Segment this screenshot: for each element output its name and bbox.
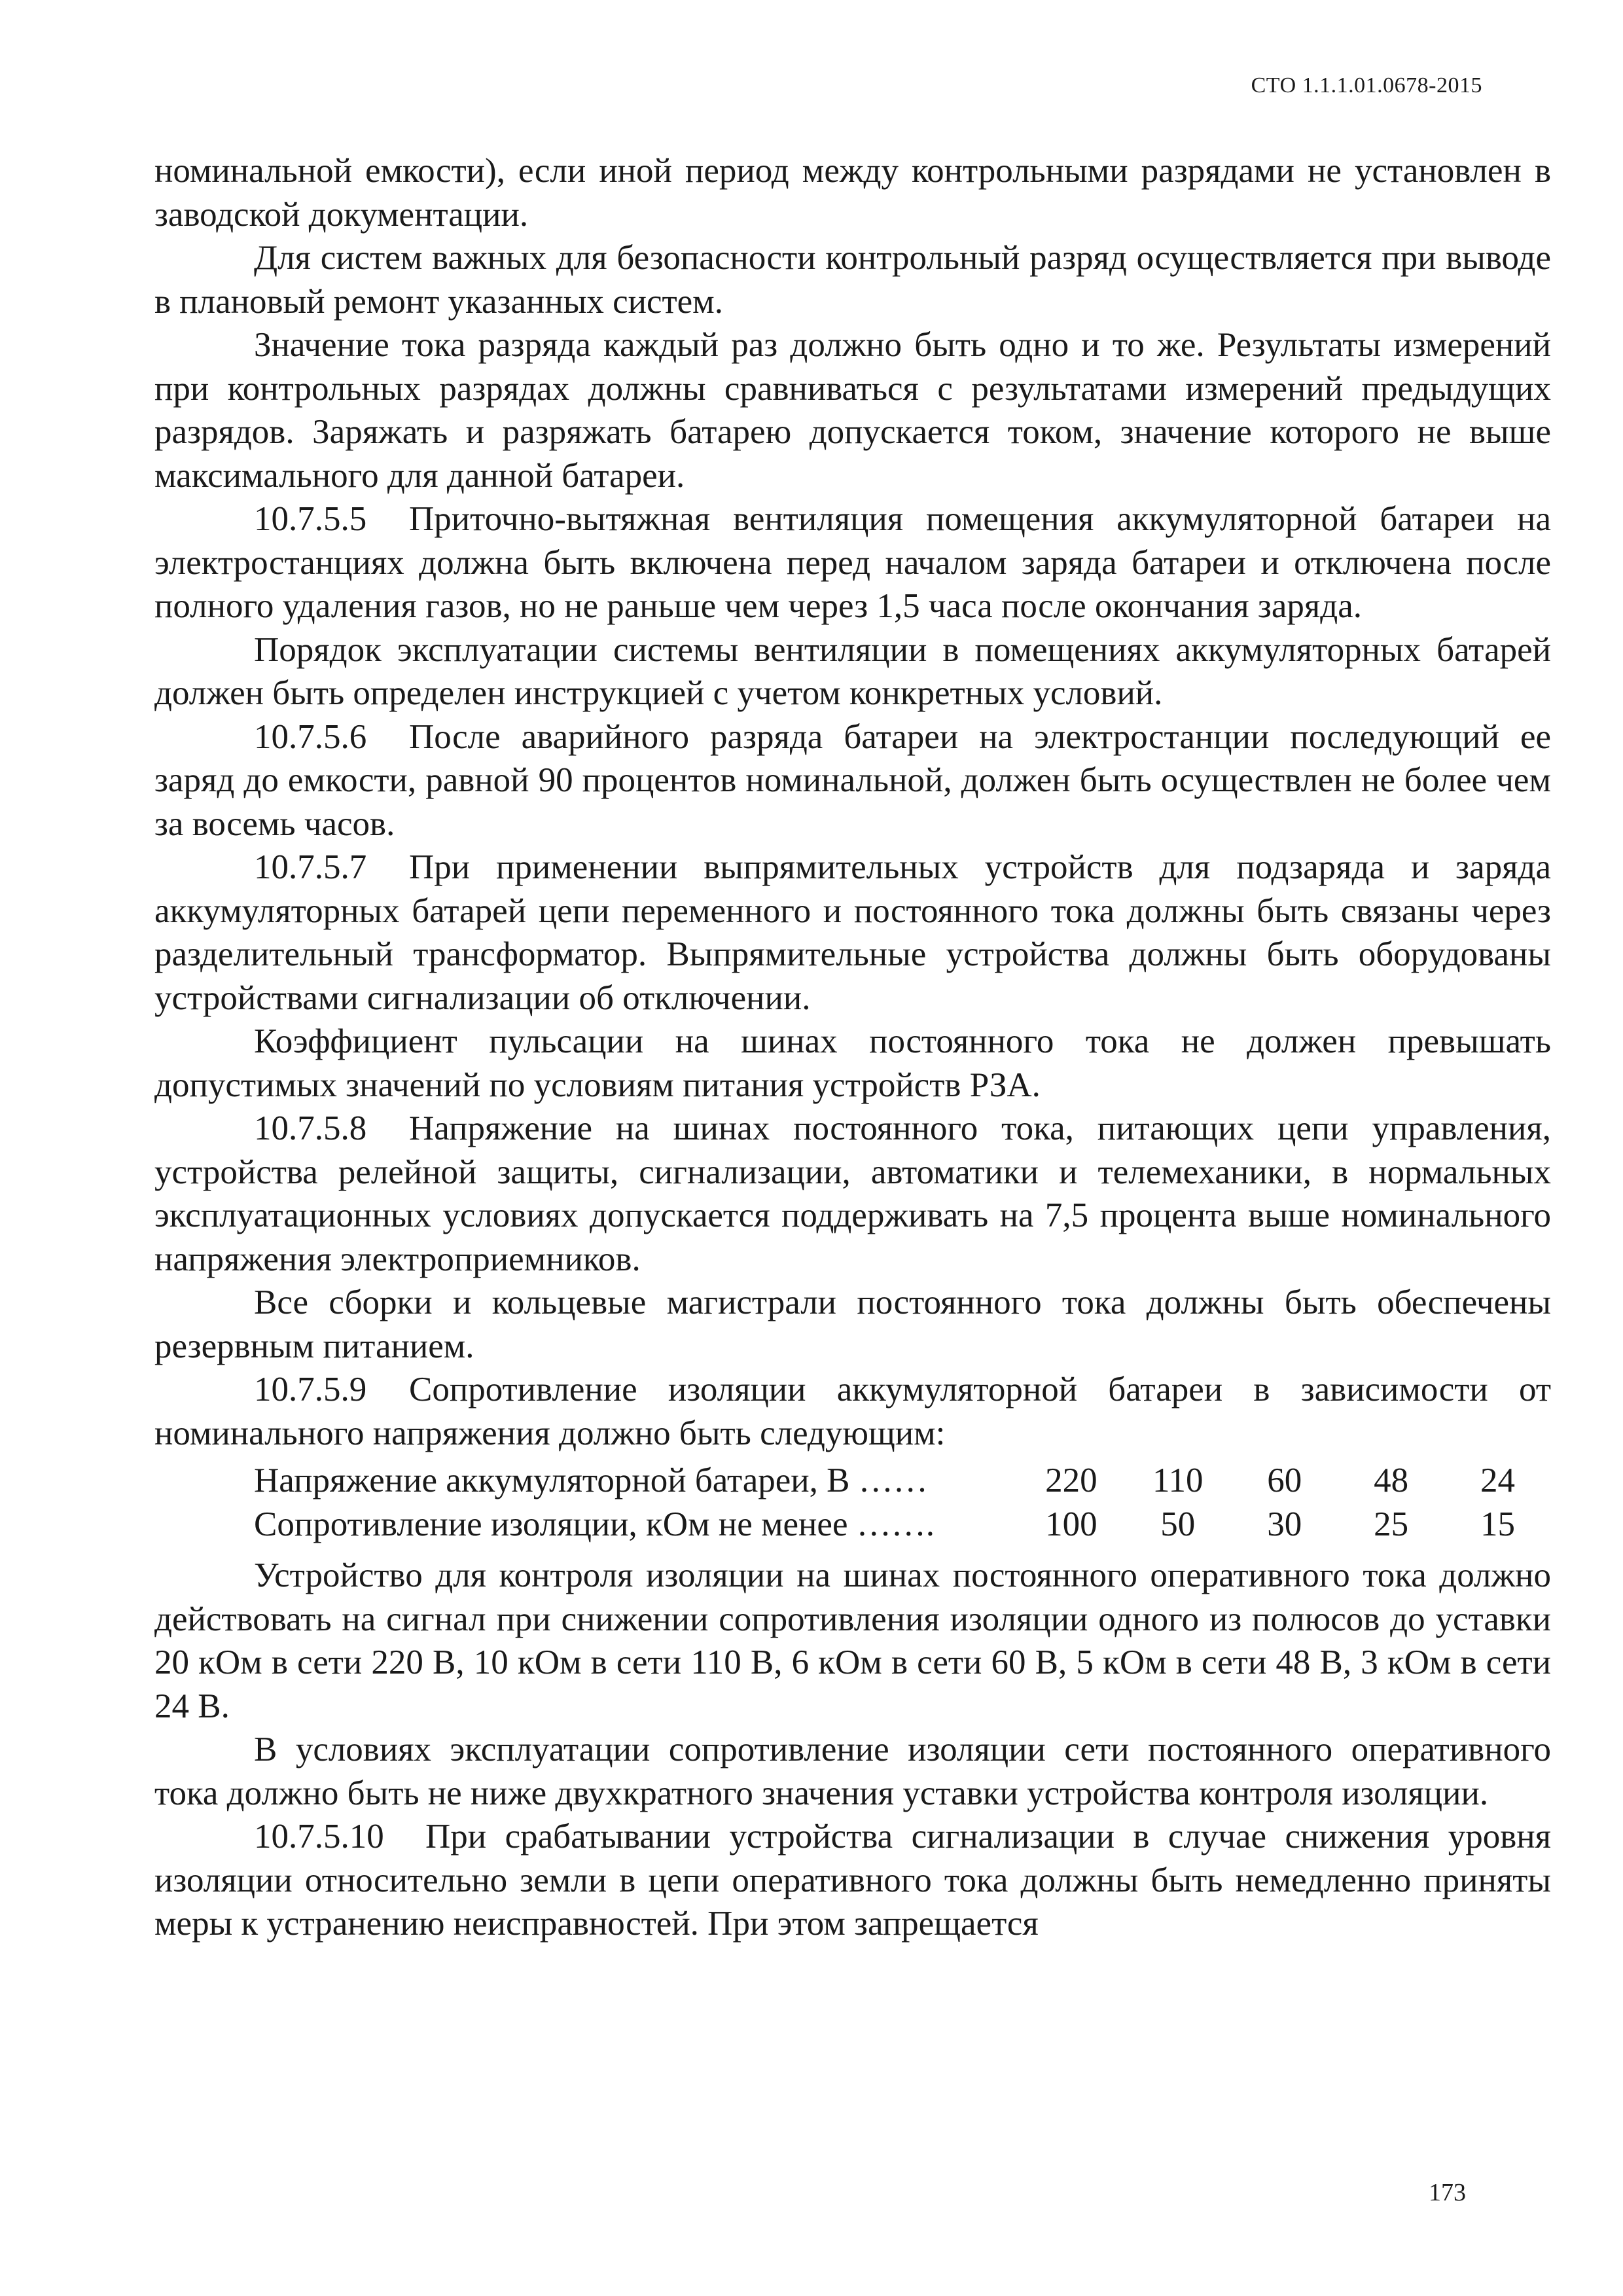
row-label: Напряжение аккумуляторной батареи, В …… <box>254 1462 928 1499</box>
paragraph-text: номинальной емкости), если иной период между контрольными разрядами не установлен в заводской документации. <box>154 152 1551 234</box>
row-label: Сопротивление изоляции, кОм не менее ……. <box>254 1505 935 1543</box>
clause-number: 10.7.5.8 <box>254 1109 367 1147</box>
paragraph <box>154 497 1551 628</box>
paragraph <box>154 1728 1551 1815</box>
page-number: 173 <box>1429 2179 1466 2206</box>
paragraph <box>154 846 1551 1020</box>
paragraph <box>154 149 1551 236</box>
table-cell: 15 <box>1480 1505 1516 1543</box>
paragraph-text: Для систем важных для безопасности контрольный разряд осуществляется при выводе в плановый ремонт указанных систем. <box>154 239 1551 321</box>
table-cell: 110 <box>1152 1462 1204 1499</box>
paragraph <box>154 1554 1551 1728</box>
paragraph-text: Устройство для контроля изоляции на шинах постоянного оперативного тока должно действовать на сигнал при снижении сопротивления изоляции одного из полюсов до уставки 20 кОм в сети 220 В, 10 кОм в сети 110 В, 6 кОм в сети 60 В, 5 кОм в сети 48 В, 3 кОм в сети 24 В. <box>154 1556 1551 1725</box>
clause-number: 10.7.5.5 <box>254 500 367 538</box>
paragraph-text: Сопротивление изоляции аккумуляторной батареи в зависимости от номинального напряжения должно быть следующим: <box>154 1371 1551 1452</box>
insulation-resistance-table <box>254 1459 1551 1546</box>
paragraph <box>154 236 1551 323</box>
body-text <box>154 149 1551 1946</box>
clause-number: 10.7.5.10 <box>254 1818 384 1856</box>
paragraph <box>154 1020 1551 1107</box>
paragraph <box>154 628 1551 715</box>
paragraph-text: Коэффициент пульсации на шинах постоянного тока не должен превышать допустимых значений по условиям питания устройств РЗА. <box>154 1022 1551 1104</box>
table-cell: 220 <box>1045 1462 1097 1499</box>
table-cell: 100 <box>1045 1505 1097 1543</box>
table-cell: 60 <box>1267 1462 1302 1499</box>
paragraph-text: После аварийного разряда батареи на электростанции последующий ее заряд до емкости, равной 90 процентов номинальной, должен быть осуществлен не более чем за восемь часов. <box>154 717 1551 843</box>
clause-number: 10.7.5.7 <box>254 848 367 886</box>
paragraph-text: Все сборки и кольцевые магистрали постоянного тока должны быть обеспечены резервным питанием. <box>154 1283 1551 1365</box>
paragraph-text: При применении выпрямительных устройств для подзаряда и заряда аккумуляторных батарей цепи переменного и постоянного тока должны быть связаны через разделительный трансформатор. Выпрямительные устройства должны быть оборудованы устройствами сигнализации об отключении. <box>154 848 1551 1017</box>
table-row <box>254 1459 1551 1503</box>
document-code: СТО 1.1.1.01.0678-2015 <box>1251 73 1482 98</box>
paragraph <box>154 1368 1551 1455</box>
table-cell: 30 <box>1267 1505 1302 1543</box>
paragraph-text: Значение тока разряда каждый раз должно быть одно и то же. Результаты измерений при контрольных разрядах должны сравниваться с результатами измерений предыдущих разрядов. Заряжать и разряжать батарею допускается током, значение которого не выше максимального для данной батареи. <box>154 326 1551 495</box>
paragraph-text: При срабатывании устройства сигнализации в случае снижения уровня изоляции относительно земли в цепи оперативного тока должны быть немедленно приняты меры к устранению неисправностей. При этом запрещается <box>154 1818 1551 1943</box>
table-cell: 50 <box>1160 1505 1196 1543</box>
clause-number: 10.7.5.6 <box>254 717 367 756</box>
paragraph <box>154 1107 1551 1281</box>
paragraph <box>154 1815 1551 1946</box>
paragraph <box>154 715 1551 846</box>
clause-number: 10.7.5.9 <box>254 1371 367 1408</box>
table-cell: 48 <box>1374 1462 1409 1499</box>
paragraph-text: Приточно-вытяжная вентиляция помещения аккумуляторной батареи на электростанциях должна быть включена перед началом заряда батареи и отключена после полного удаления газов, но не раньше чем через 1,5 часа после окончания заряда. <box>154 500 1551 625</box>
paragraph <box>154 1281 1551 1368</box>
table-row <box>254 1503 1551 1547</box>
table-cell: 25 <box>1374 1505 1409 1543</box>
table-cell: 24 <box>1480 1462 1516 1499</box>
paragraph-text: Напряжение на шинах постоянного тока, питающих цепи управления, устройства релейной защиты, сигнализации, автоматики и телемеханики, в нормальных эксплуатационных условиях допускается поддерживать на 7,5 процента выше номинального напряжения электроприемников. <box>154 1109 1551 1278</box>
paragraph-text: В условиях эксплуатации сопротивление изоляции сети постоянного оперативного тока должно быть не ниже двухкратного значения уставки устройства контроля изоляции. <box>154 1731 1551 1812</box>
paragraph <box>154 323 1551 497</box>
paragraph-text: Порядок эксплуатации системы вентиляции в помещениях аккумуляторных батарей должен быть определен инструкцией с учетом конкретных условий. <box>154 630 1551 712</box>
